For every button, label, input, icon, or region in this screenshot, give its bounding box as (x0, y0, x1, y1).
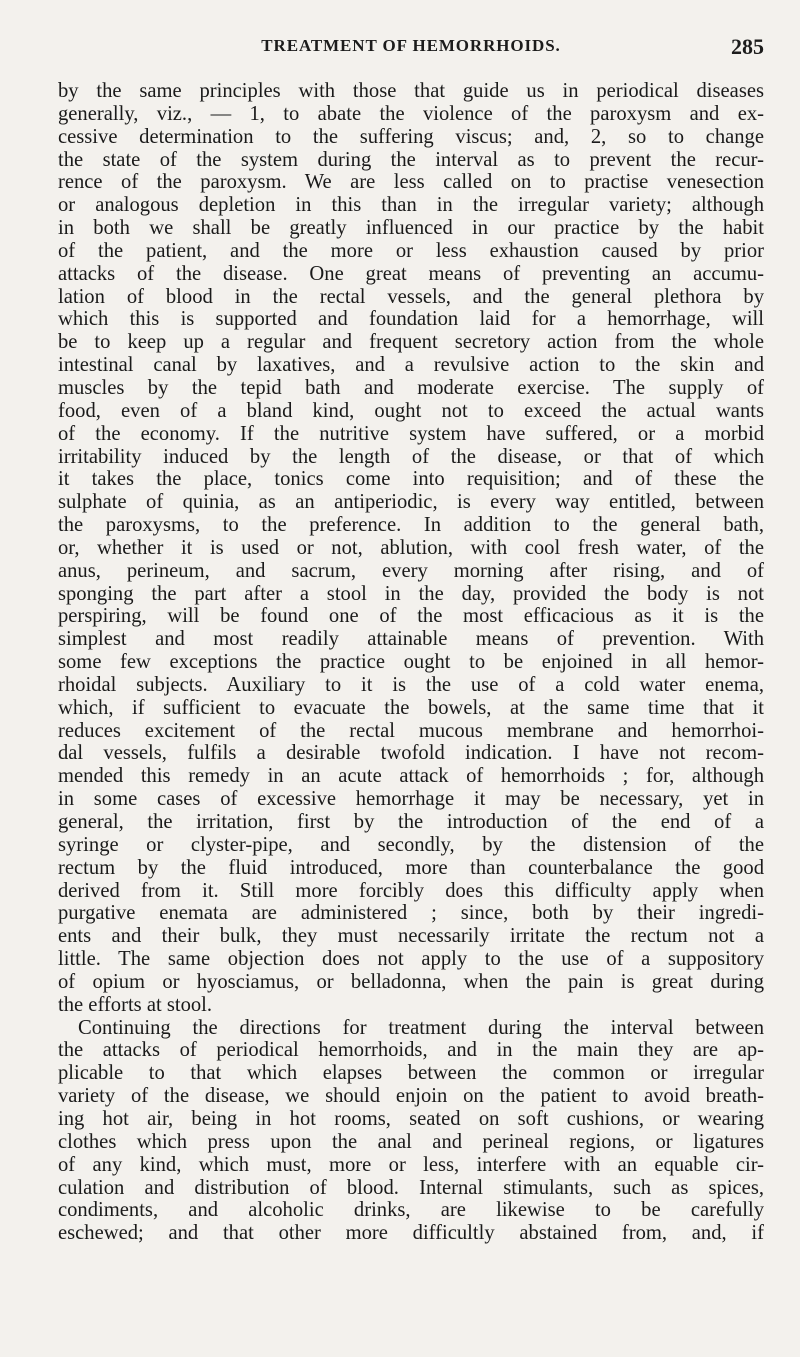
running-title: TREATMENT OF HEMORRHOIDS. (261, 36, 561, 55)
text-line: culation and distribution of blood. Internal stimulants, such as spices, (58, 1176, 764, 1199)
text-line: Continuing the directions for treatment during the interval between (78, 1016, 764, 1039)
text-line: cessive determination to the suffering viscus; and, 2, so to change (58, 125, 764, 148)
text-line: ents and their bulk, they must necessarily irritate the rectum not a (58, 925, 764, 948)
text-line: perspiring, will be found one of the most efficacious as it is the (58, 605, 764, 628)
text-line: mended this remedy in an acute attack of hemorrhoids ; for, although (58, 765, 764, 788)
text-line: of the economy. If the nutritive system have suffered, or a morbid (58, 422, 764, 445)
text-line: irritability induced by the length of the disease, or that of which (58, 445, 764, 468)
text-line: simplest and most readily attainable means of prevention. With (58, 628, 764, 651)
text-line: clothes which press upon the anal and perineal regions, or ligatures (58, 1130, 764, 1153)
text-line: in both we shall be greatly influenced in our practice by the habit (58, 217, 764, 240)
paragraph (58, 1017, 764, 1245)
text-line: general, the irritation, first by the introduction of the end of a (58, 811, 764, 833)
text-line: in some cases of excessive hemorrhage it may be necessary, yet in (58, 788, 764, 811)
text-line: plicable to that which elapses between the common or irregular (58, 1062, 764, 1085)
text-line: dal vessels, fulfils a desirable twofold indication. I have not recom- (58, 742, 764, 765)
text-line: of any kind, which must, more or less, interfere with an equable cir- (58, 1153, 764, 1176)
text-line: or, whether it is used or not, ablution, with cool fresh water, of the (58, 536, 764, 559)
text-line: ing hot air, being in hot rooms, seated on soft cushions, or wearing (58, 1107, 764, 1130)
text-line: by the same principles with those that guide us in periodical diseases (58, 80, 764, 102)
text-line: the state of the system during the interval as to prevent the recur- (58, 148, 764, 171)
text-line: muscles by the tepid bath and moderate exercise. The supply of (58, 376, 764, 399)
text-line: rectum by the fluid introduced, more than counterbalance the good (58, 856, 764, 879)
body-text (58, 80, 764, 1245)
text-line: reduces excitement of the rectal mucous membrane and hemorrhoi- (58, 719, 764, 742)
text-line: it takes the place, tonics come into requisition; and of these the (58, 468, 764, 491)
text-line: sulphate of quinia, as an antiperiodic, is every way entitled, between (58, 491, 764, 514)
page-number: 285 (731, 34, 764, 59)
text-line: sponging the part after a stool in the day, provided the body is not (58, 582, 764, 605)
text-line: of opium or hyosciamus, or belladonna, when the pain is great during (58, 970, 764, 993)
text-line: of the patient, and the more or less exhaustion caused by prior (58, 239, 764, 262)
text-line: purgative enemata are administered ; since, both by their ingredi- (58, 902, 764, 925)
text-line: variety of the disease, we should enjoin on the patient to avoid breath- (58, 1085, 764, 1108)
text-line: or analogous depletion in this than in the irregular variety; although (58, 194, 764, 217)
text-line: rence of the paroxysm. We are less called on to practise venesection (58, 171, 764, 194)
text-line: anus, perineum, and sacrum, every morning after rising, and of (58, 559, 764, 582)
text-line: which, if sufficient to evacuate the bowels, at the same time that it (58, 696, 764, 719)
text-line: generally, viz., — 1, to abate the violence of the paroxysm and ex- (58, 102, 764, 125)
page-header (58, 36, 764, 62)
text-line: derived from it. Still more forcibly does this difficulty apply when (58, 879, 764, 902)
text-line: little. The same objection does not apply to the use of a suppository (58, 948, 764, 971)
text-line: the efforts at stool. (58, 993, 213, 1016)
text-line: be to keep up a regular and frequent secretory action from the whole (58, 331, 764, 354)
text-line: intestinal canal by laxatives, and a revulsive action to the skin and (58, 354, 764, 377)
text-line: which this is supported and foundation laid for a hemorrhage, will (58, 308, 764, 331)
text-line: attacks of the disease. One great means of preventing an accumu- (58, 262, 764, 285)
text-line: some few exceptions the practice ought to be enjoined in all hemor- (58, 651, 764, 674)
text-line: condiments, and alcoholic drinks, are likewise to be carefully (58, 1199, 764, 1222)
text-line: lation of blood in the rectal vessels, and the general plethora by (58, 285, 764, 308)
text-line: the paroxysms, to the preference. In addition to the general bath, (58, 514, 764, 537)
paragraph (58, 80, 764, 1017)
text-line: eschewed; and that other more difficultly abstained from, and, if (58, 1222, 764, 1245)
text-line: syringe or clyster-pipe, and secondly, by the distension of the (58, 833, 764, 856)
text-line: the attacks of periodical hemorrhoids, and in the main they are ap- (58, 1039, 764, 1062)
text-line: food, even of a bland kind, ought not to exceed the actual wants (58, 399, 764, 422)
text-line: rhoidal subjects. Auxiliary to it is the use of a cold water enema, (58, 673, 764, 696)
